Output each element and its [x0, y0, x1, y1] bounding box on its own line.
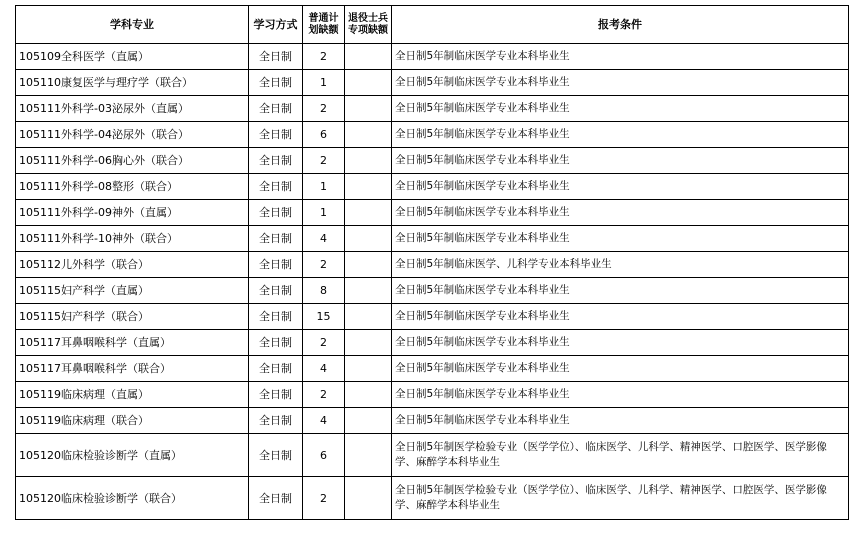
- mode-cell: 全日制: [249, 356, 303, 382]
- veteran-cell: [345, 70, 392, 96]
- mode-cell: 全日制: [249, 330, 303, 356]
- table-row: [16, 70, 849, 96]
- major-cell: 105109全科医学（直属）: [16, 44, 249, 70]
- major-cell: 105111外科学-10神外（联合）: [16, 226, 249, 252]
- header-quota: 普通计划缺额: [303, 6, 345, 44]
- veteran-cell: [345, 304, 392, 330]
- quota-cell: 2: [303, 148, 345, 174]
- mode-cell: 全日制: [249, 304, 303, 330]
- quota-cell: 4: [303, 226, 345, 252]
- mode-cell: 全日制: [249, 200, 303, 226]
- table-row: [16, 304, 849, 330]
- table-row: [16, 174, 849, 200]
- major-cell: 105111外科学-09神外（直属）: [16, 200, 249, 226]
- table-row: [16, 356, 849, 382]
- quota-cell: 6: [303, 434, 345, 477]
- table-row: [16, 477, 849, 520]
- header-mode: 学习方式: [249, 6, 303, 44]
- mode-cell: 全日制: [249, 434, 303, 477]
- requirement-cell: 全日制5年制医学检验专业（医学学位）、临床医学、儿科学、精神医学、口腔医学、医学影像学、麻醉学本科毕业生: [392, 477, 849, 520]
- mode-cell: 全日制: [249, 382, 303, 408]
- mode-cell: 全日制: [249, 96, 303, 122]
- table-row: [16, 96, 849, 122]
- quota-cell: 2: [303, 382, 345, 408]
- major-cell: 105111外科学-08整形（联合）: [16, 174, 249, 200]
- mode-cell: 全日制: [249, 278, 303, 304]
- major-cell: 105120临床检验诊断学（联合）: [16, 477, 249, 520]
- admission-table: [15, 5, 849, 520]
- mode-cell: 全日制: [249, 174, 303, 200]
- veteran-cell: [345, 434, 392, 477]
- veteran-cell: [345, 382, 392, 408]
- mode-cell: 全日制: [249, 252, 303, 278]
- quota-cell: 2: [303, 252, 345, 278]
- major-cell: 105115妇产科学（联合）: [16, 304, 249, 330]
- veteran-cell: [345, 330, 392, 356]
- requirement-cell: 全日制5年制临床医学专业本科毕业生: [392, 382, 849, 408]
- major-cell: 105119临床病理（直属）: [16, 382, 249, 408]
- requirement-cell: 全日制5年制临床医学专业本科毕业生: [392, 148, 849, 174]
- veteran-cell: [345, 174, 392, 200]
- quota-cell: 4: [303, 356, 345, 382]
- table-row: [16, 382, 849, 408]
- mode-cell: 全日制: [249, 148, 303, 174]
- mode-cell: 全日制: [249, 226, 303, 252]
- quota-cell: 2: [303, 330, 345, 356]
- requirement-cell: 全日制5年制医学检验专业（医学学位）、临床医学、儿科学、精神医学、口腔医学、医学影像学、麻醉学本科毕业生: [392, 434, 849, 477]
- veteran-cell: [345, 44, 392, 70]
- quota-cell: 8: [303, 278, 345, 304]
- quota-cell: 1: [303, 174, 345, 200]
- veteran-cell: [345, 122, 392, 148]
- quota-cell: 1: [303, 200, 345, 226]
- veteran-cell: [345, 252, 392, 278]
- table-row: [16, 200, 849, 226]
- veteran-cell: [345, 278, 392, 304]
- quota-cell: 6: [303, 122, 345, 148]
- major-cell: 105111外科学-04泌尿外（联合）: [16, 122, 249, 148]
- header-row: [16, 6, 849, 44]
- veteran-cell: [345, 148, 392, 174]
- header-major: 学科专业: [16, 6, 249, 44]
- table-row: [16, 44, 849, 70]
- major-cell: 105111外科学-03泌尿外（直属）: [16, 96, 249, 122]
- table-body: [16, 44, 849, 520]
- mode-cell: 全日制: [249, 70, 303, 96]
- requirement-cell: 全日制5年制临床医学专业本科毕业生: [392, 408, 849, 434]
- table-row: [16, 434, 849, 477]
- table-row: [16, 148, 849, 174]
- veteran-cell: [345, 408, 392, 434]
- major-cell: 105112儿外科学（联合）: [16, 252, 249, 278]
- veteran-cell: [345, 356, 392, 382]
- veteran-cell: [345, 96, 392, 122]
- mode-cell: 全日制: [249, 122, 303, 148]
- veteran-cell: [345, 226, 392, 252]
- requirement-cell: 全日制5年制临床医学专业本科毕业生: [392, 278, 849, 304]
- quota-cell: 2: [303, 477, 345, 520]
- veteran-cell: [345, 200, 392, 226]
- table-row: [16, 278, 849, 304]
- quota-cell: 2: [303, 44, 345, 70]
- header-veteran: 退役士兵专项缺额: [345, 6, 392, 44]
- quota-cell: 4: [303, 408, 345, 434]
- major-cell: 105119临床病理（联合）: [16, 408, 249, 434]
- requirement-cell: 全日制5年制临床医学专业本科毕业生: [392, 330, 849, 356]
- major-cell: 105117耳鼻咽喉科学（联合）: [16, 356, 249, 382]
- major-cell: 105110康复医学与理疗学（联合）: [16, 70, 249, 96]
- mode-cell: 全日制: [249, 477, 303, 520]
- requirement-cell: 全日制5年制临床医学专业本科毕业生: [392, 70, 849, 96]
- requirement-cell: 全日制5年制临床医学、儿科学专业本科毕业生: [392, 252, 849, 278]
- page: [15, 5, 848, 520]
- header-requirement: 报考条件: [392, 6, 849, 44]
- requirement-cell: 全日制5年制临床医学专业本科毕业生: [392, 200, 849, 226]
- mode-cell: 全日制: [249, 408, 303, 434]
- table-row: [16, 226, 849, 252]
- veteran-cell: [345, 477, 392, 520]
- requirement-cell: 全日制5年制临床医学专业本科毕业生: [392, 44, 849, 70]
- requirement-cell: 全日制5年制临床医学专业本科毕业生: [392, 122, 849, 148]
- requirement-cell: 全日制5年制临床医学专业本科毕业生: [392, 304, 849, 330]
- major-cell: 105111外科学-06胸心外（联合）: [16, 148, 249, 174]
- quota-cell: 1: [303, 70, 345, 96]
- major-cell: 105115妇产科学（直属）: [16, 278, 249, 304]
- table-row: [16, 122, 849, 148]
- mode-cell: 全日制: [249, 44, 303, 70]
- requirement-cell: 全日制5年制临床医学专业本科毕业生: [392, 356, 849, 382]
- major-cell: 105120临床检验诊断学（直属）: [16, 434, 249, 477]
- requirement-cell: 全日制5年制临床医学专业本科毕业生: [392, 96, 849, 122]
- table-row: [16, 252, 849, 278]
- major-cell: 105117耳鼻咽喉科学（直属）: [16, 330, 249, 356]
- requirement-cell: 全日制5年制临床医学专业本科毕业生: [392, 226, 849, 252]
- requirement-cell: 全日制5年制临床医学专业本科毕业生: [392, 174, 849, 200]
- table-row: [16, 330, 849, 356]
- table-row: [16, 408, 849, 434]
- quota-cell: 2: [303, 96, 345, 122]
- quota-cell: 15: [303, 304, 345, 330]
